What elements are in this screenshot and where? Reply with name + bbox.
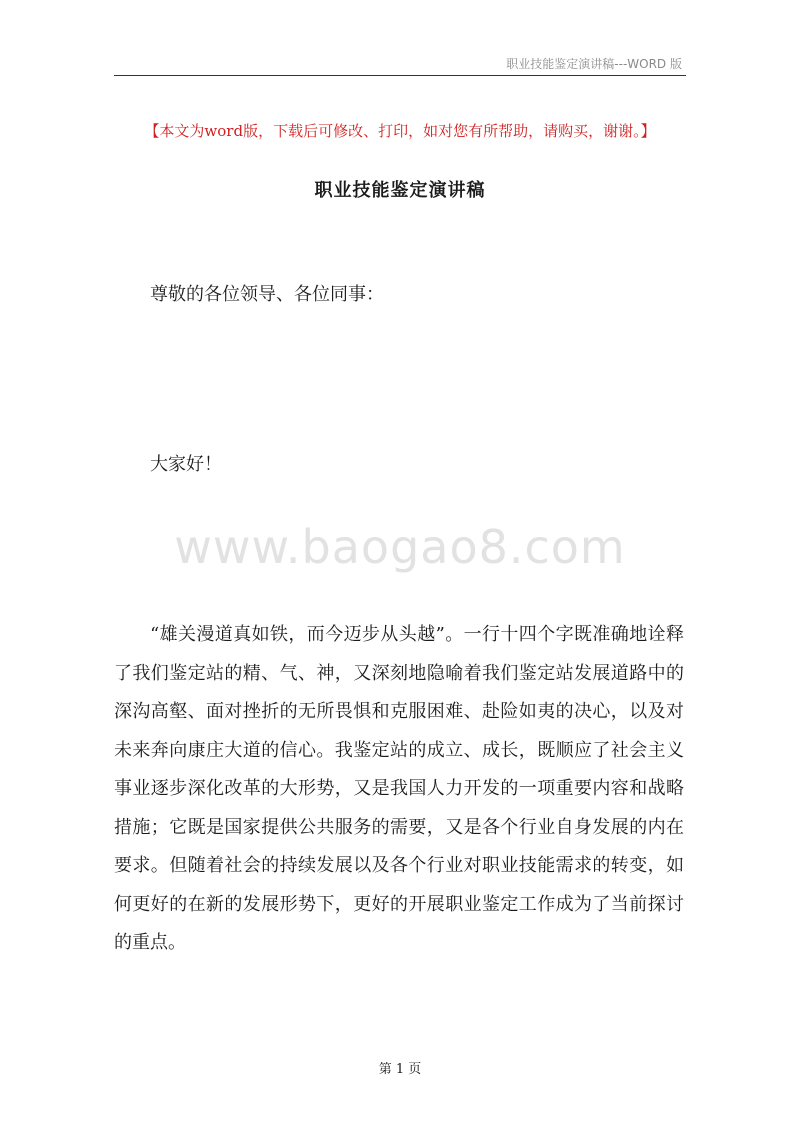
salutation: 尊敬的各位领导、各位同事： bbox=[150, 284, 384, 305]
purchase-notice: 【本文为word版，下载后可修改、打印，如对您有所帮助，请购买，谢谢。】 bbox=[144, 122, 656, 140]
greeting: 大家好！ bbox=[150, 454, 222, 475]
watermark: www.baogao8.com bbox=[174, 520, 626, 574]
page-number: 第 1 页 bbox=[378, 1062, 422, 1077]
body-paragraph: “雄关漫道真如铁，而今迈步从头越”。一行十四个字既准确地诠释了我们鉴定站的精、气、神，又深刻地隐喻着我们鉴定站发展道路中的深沟高壑、面对挫折的无所畏惧和克服困难、赴险如夷的决心，以及对未来奔向康庄大道的信心。我鉴定站的成立、成长，既顺应了社会主义事业逐步深化改革的大形势，又是我国人力开发的一项重要内容和战略措施；它既是国家提供公共服务的需要，又是各个行业自身发展的内在要求。但随着社会的持续发展以及各个行业对职业技能需求的转变，如何更好的在新的发展形势下，更好的开展职业鉴定工作成为了当前探讨的重点。 bbox=[114, 624, 684, 953]
running-header: 职业技能鉴定演讲稿---WORD 版 bbox=[506, 57, 682, 71]
document-title: 职业技能鉴定演讲稿 bbox=[314, 180, 486, 201]
header-divider bbox=[114, 75, 686, 76]
